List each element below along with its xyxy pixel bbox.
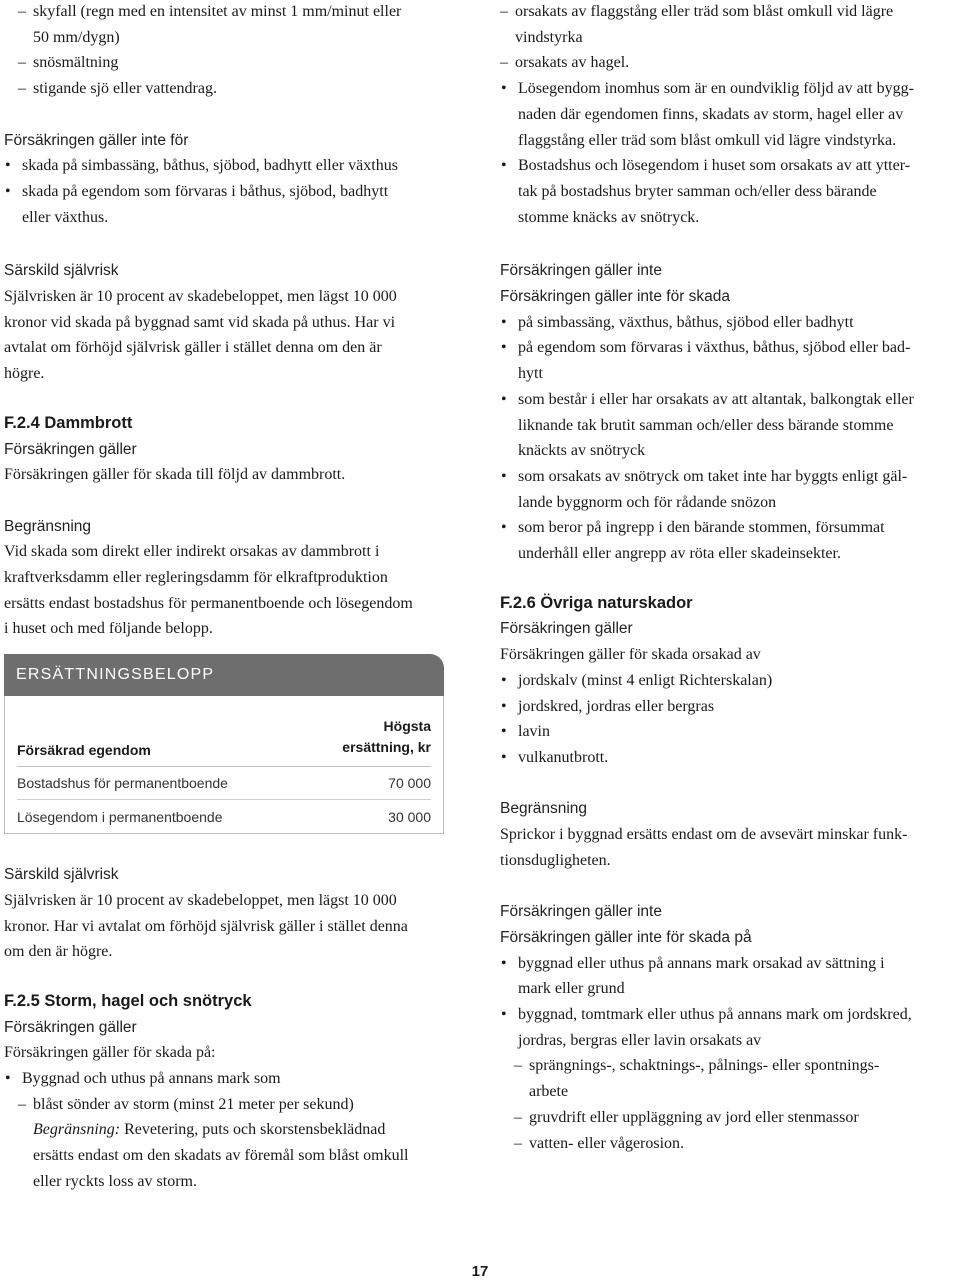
left-column [4, 0, 444, 1195]
bullet-item-cont: hytt [518, 365, 543, 383]
bullet-item: • jordskred, jordras eller bergras [500, 694, 940, 720]
paragraph-line: högre. [4, 365, 45, 383]
row-label: Bostadshus för permanentboende [17, 775, 228, 792]
paragraph-line: Försäkringen gäller för skada till följd av dammbrott. [4, 466, 346, 484]
bullet-item-cont: jordras, bergras eller lavin orsakats av [518, 1031, 762, 1049]
paragraph-line: kronor. Har vi avtalat om förhöjd självrisk gäller i stället denna [4, 917, 408, 935]
row-value: 70 000 [388, 775, 431, 792]
column-header-max: Högsta ersättning, kr [342, 718, 431, 756]
paragraph-line: Försäkringen gäller för skada orsakad av [500, 646, 761, 664]
dash-item: – skyfall (regn med en intensitet av minst 1 mm/minut eller [4, 0, 444, 25]
bullet-item-cont: naden där egendomen finns, skadats av storm, hagel eller av [518, 105, 904, 123]
bullet-item: • jordskalv (minst 4 enligt Richterskalan) [500, 668, 940, 694]
bullet-item-cont: mark eller grund [518, 980, 625, 998]
dash-item: – orsakats av hagel. [500, 50, 940, 76]
bullet-item: • som beror på ingrepp i den bärande stommen, försummat [500, 515, 940, 541]
paragraph-line: Försäkringen gäller för skada på: [4, 1044, 216, 1062]
subheading: Försäkringen gäller [500, 620, 633, 638]
paragraph-line: kronor vid skada på byggnad samt vid skada på uthus. Har vi [4, 313, 396, 331]
not-covered-subheading: Försäkringen gäller inte för skada [500, 288, 731, 306]
bullet-item-cont: knäckts av snötryck [518, 442, 646, 460]
exclusion-heading: Försäkringen gäller inte för [4, 131, 189, 149]
bullet-item-cont: liknande tak brutit samman och/eller dess bärande stomme [518, 416, 894, 434]
limitation-line: Begränsning: Revetering, puts och skorstensbeklädnad [33, 1121, 386, 1139]
paragraph-line: Vid skada som direkt eller indirekt orsakas av dammbrott i [4, 543, 380, 561]
bullet-item-cont: underhåll eller angrepp av röta eller skadeinsekter. [518, 545, 841, 563]
bullet-item: • som orsakats av snötryck om taket inte har byggts enligt gäl- [500, 464, 940, 490]
row-label: Lösegendom i permanentboende [17, 808, 223, 825]
dash-item: – orsakats av flaggstång eller träd som blåst omkull vid lägre [500, 0, 940, 25]
row-value: 30 000 [388, 808, 431, 825]
compensation-table-body [4, 696, 444, 834]
section-title-f25: F.2.5 Storm, hagel och snötryck [4, 991, 252, 1010]
bullet-item: • skada på simbassäng, båthus, sjöbod, badhytt eller växthus [4, 153, 444, 179]
bullet-item: • som består i eller har orsakats av att altantak, balkongtak eller [500, 387, 940, 413]
paragraph-line: Självrisken är 10 procent av skadebeloppet, men lägst 10 000 [4, 891, 397, 909]
paragraph-line: kraftverksdamm eller regleringsdamm för elkraftproduktion [4, 569, 388, 587]
not-covered-subheading: Försäkringen gäller inte för skada på [500, 928, 752, 946]
limitation-heading: Begränsning [4, 517, 92, 535]
compensation-table-header [17, 696, 431, 767]
paragraph-line: tionsdugligheten. [500, 851, 611, 869]
right-column [500, 0, 940, 1156]
section-title-f24: F.2.4 Dammbrott [4, 413, 133, 432]
dash-item: – stigande sjö eller vattendrag. [4, 76, 444, 102]
bullet-item-cont: tak på bostadshus bryter samman och/eller dess bärande [518, 182, 877, 200]
paragraph-line: Sprickor i byggnad ersätts endast om de avsevärt minskar funk- [500, 826, 908, 844]
dash-item: – sprängnings-, schaktnings-, pålnings- eller spontnings- [500, 1053, 940, 1079]
dash-item: – gruvdrift eller uppläggning av jord eller stenmassor [500, 1105, 940, 1131]
special-deductible-heading: Särskild självrisk [4, 262, 119, 280]
bullet-item-cont: stomme knäcks av snötryck. [518, 208, 700, 226]
section-title-f26: F.2.6 Övriga naturskador [500, 593, 693, 612]
paragraph-line: avtalat om förhöjd självrisk gäller i stället denna om den är [4, 339, 382, 357]
page-number: 17 [471, 1263, 489, 1280]
limitation-line: ersätts endast om den skadats av föremål som blåst omkull [33, 1147, 409, 1165]
paragraph-line: ersätts endast bostadshus för permanentboende och lösegendom [4, 594, 413, 612]
limitation-line: eller ryckts loss av storm. [33, 1172, 197, 1190]
paragraph-line: om den är högre. [4, 943, 113, 961]
bullet-item-cont: flaggstång eller träd som blåst omkull vid lägre vindstyrka. [518, 131, 897, 149]
dash-item-cont: vindstyrka [515, 28, 583, 46]
bullet-item: • Bostadshus och lösegendom i huset som orsakats av att ytter- [500, 153, 940, 179]
bullet-item: • byggnad, tomtmark eller uthus på annans mark om jordskred, [500, 1002, 940, 1028]
not-covered-heading: Försäkringen gäller inte [500, 903, 662, 921]
table-row [17, 767, 431, 800]
bullet-item-cont: eller växthus. [22, 208, 109, 226]
dash-item: – vatten- eller vågerosion. [500, 1131, 940, 1157]
dash-item-cont: arbete [529, 1083, 569, 1101]
bullet-item: • byggnad eller uthus på annans mark orsakad av sättning i [500, 951, 940, 977]
bullet-item-cont: lande byggnorm och för rådande snözon [518, 493, 777, 511]
bullet-item: • skada på egendom som förvaras i båthus, sjöbod, badhytt [4, 179, 444, 205]
bullet-item: • på simbassäng, växthus, båthus, sjöbod eller badhytt [500, 310, 940, 336]
paragraph-line: i huset och med följande belopp. [4, 620, 213, 638]
bullet-item: • vulkanutbrott. [500, 745, 940, 771]
bullet-item: • på egendom som förvaras i växthus, båthus, sjöbod eller bad- [500, 335, 940, 361]
dash-item: – blåst sönder av storm (minst 21 meter per sekund) [4, 1092, 444, 1118]
dash-item-cont: 50 mm/dygn) [33, 28, 120, 46]
special-deductible-heading: Särskild självrisk [4, 866, 119, 884]
dash-item: – snösmältning [4, 50, 444, 76]
bullet-item: • Lösegendom inomhus som är en oundviklig följd av att bygg- [500, 76, 940, 102]
compensation-table-title: ERSÄTTNINGSBELOPP [4, 654, 444, 696]
paragraph-line: Självrisken är 10 procent av skadebeloppet, men lägst 10 000 [4, 288, 397, 306]
not-covered-heading: Försäkringen gäller inte [500, 262, 662, 280]
column-header-property: Försäkrad egendom [17, 742, 151, 759]
compensation-table [4, 654, 444, 834]
bullet-item: • Byggnad och uthus på annans mark som [4, 1066, 444, 1092]
table-row [17, 800, 431, 833]
subheading: Försäkringen gäller [4, 440, 137, 458]
limitation-heading: Begränsning [500, 800, 588, 818]
subheading: Försäkringen gäller [4, 1018, 137, 1036]
bullet-item: • lavin [500, 719, 940, 745]
